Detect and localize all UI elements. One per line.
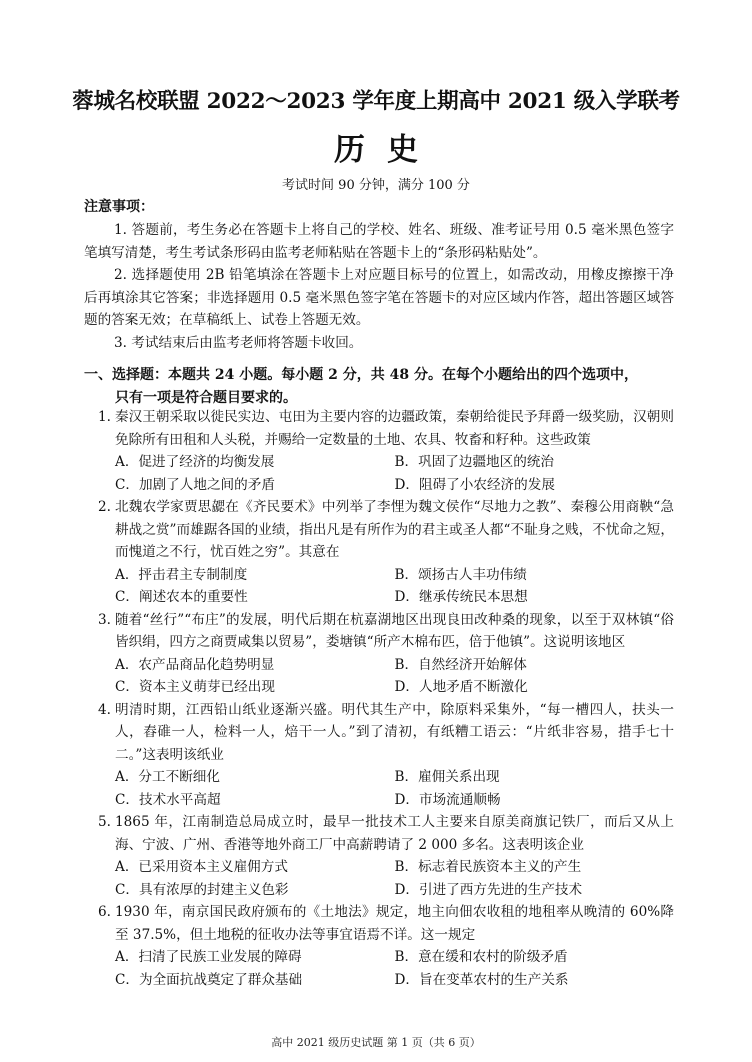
option-c: C．加剧了人地之间的矛盾: [115, 476, 275, 493]
exam-info: 考试时间 90 分钟，满分 100 分: [282, 178, 470, 193]
question-options: [84, 766, 674, 811]
option-c: C．为全面抗战奠定了群众基础: [115, 971, 303, 988]
option-a: A．扫清了民族工业发展的障碍: [115, 949, 302, 965]
question: [84, 406, 674, 496]
question-text: 北魏农学家贾思勰在《齐民要术》中列举了李悝为魏文侯作“尽地力之教”、秦穆公用商鞅“急耕战之赏”而雄踞各国的业绩，指出凡是有所作为的君主或圣人都“不耻身之贱，不忧命之短，而愧道之不行，忧百姓之穷”。其意在: [115, 499, 674, 560]
section-heading: [84, 364, 674, 409]
question-stem: [84, 811, 674, 856]
question-stem: [84, 901, 674, 946]
option-a: A．已采用资本主义雇佣方式: [115, 859, 288, 875]
question: [84, 699, 674, 812]
option-d: D．继承传统民本思想: [394, 589, 528, 605]
question-number: 3.: [98, 611, 111, 628]
subject-title: 历史: [334, 132, 440, 168]
question-options: [84, 946, 674, 991]
option-c: C．技术水平高超: [115, 791, 221, 808]
question-text: 明清时期，江西铅山纸业逐渐兴盛。明代其生产中，除原料采集外，“每一槽四人，扶头一人，舂碓一人，检料一人，焙干一人。”到了清初，有纸糟工语云：“片纸非容易，措手七十二。”这表明该纸业: [115, 701, 674, 763]
notes-heading: 注意事项：: [84, 199, 154, 215]
option-d: D．市场流通顺畅: [394, 791, 501, 808]
question-text: 随着“丝行”“布庄”的发展，明代后期在杭嘉湖地区出现良田改种桑的现象，以至于双林镇“俗皆织绢，四方之商贾咸集以贸易”，娄塘镇“所产木棉布匹，倍于他镇”。这说明该地区: [115, 611, 674, 650]
question: [84, 901, 674, 991]
option-a: A．促进了经济的均衡发展: [115, 454, 275, 470]
question-stem: [84, 496, 674, 564]
section-heading-line: 只有一项是符合题目要求的。: [115, 389, 297, 406]
question: [84, 609, 674, 699]
option-b: B．标志着民族资本主义的产生: [394, 859, 582, 875]
question-number: 6.: [98, 904, 111, 920]
note-item: 3. 考试结束后由监考老师将答题卡收回。: [114, 334, 363, 351]
page-footer: 高中 2021 级历史试题 第 1 页（共 6 页）: [271, 1036, 481, 1049]
question-options: [84, 564, 674, 609]
question-options: [84, 654, 674, 699]
question-number: 2.: [98, 499, 111, 515]
option-d: D．阻碍了小农经济的发展: [394, 476, 555, 493]
option-b: B．巩固了边疆地区的统治: [394, 454, 555, 470]
question-stem: [84, 699, 674, 767]
question-list: [84, 406, 674, 991]
option-b: B．意在缓和农村的阶级矛盾: [394, 949, 568, 965]
notes-list: [84, 219, 674, 354]
question-stem: [84, 406, 674, 451]
option-b: B．颂扬古人丰功伟绩: [394, 566, 527, 583]
question-number: 4.: [98, 701, 111, 718]
question-options: [84, 451, 674, 496]
option-c: C．具有浓厚的封建主义色彩: [115, 881, 289, 898]
option-c: C．阐述农本的重要性: [115, 589, 248, 605]
exam-title: 蓉城名校联盟 2022～2023 学年度上期高中 2021 级入学联考: [72, 89, 680, 114]
question: [84, 811, 674, 901]
option-a: A．分工不断细化: [115, 769, 220, 785]
option-d: D．引进了西方先进的生产技术: [394, 881, 583, 898]
option-c: C．资本主义萌芽已经出现: [115, 679, 275, 695]
option-a: A．农产品商品化趋势明显: [115, 656, 275, 673]
question-number: 1.: [98, 409, 111, 425]
question-text: 1930 年，南京国民政府颁布的《土地法》规定，地主向佃农收租的地租率从晚清的 60%降至 37.5%，但土地税的征收办法等事宜语焉不详。这一规定: [115, 904, 674, 943]
question-number: 5.: [98, 814, 111, 830]
option-b: B．自然经济开始解体: [394, 656, 527, 673]
question-stem: [84, 609, 674, 654]
section-heading-line: 一、选择题：本题共 24 小题。每小题 2 分，共 48 分。在每个小题给出的四个选项中，: [84, 367, 638, 383]
question-text: 秦汉王朝采取以徙民实边、屯田为主要内容的边疆政策，秦朝给徙民予拜爵一级奖励，汉朝则免除所有田租和人头税，并赐给一定数量的土地、农具、牧畜和籽种。这些政策: [115, 409, 674, 448]
question-text: 1865 年，江南制造总局成立时，最早一批技术工人主要来自原美商旗记铁厂，而后又从上海、宁波、广州、香港等地外商工厂中高薪聘请了 2 000 多名。这表明该企业: [115, 814, 674, 853]
option-d: D．旨在变革农村的生产关系: [394, 971, 569, 988]
question-options: [84, 856, 674, 901]
option-a: A．抨击君主专制制度: [115, 566, 248, 583]
note-item: 2. 选择题使用 2B 铅笔填涂在答题卡上对应题目标号的位置上，如需改动，用橡皮擦擦干净后再填涂其它答案；非选择题用 0.5 毫米黑色签字笔在答题卡的对应区域内作答，超出答题区域答题的答案无效；在草稿纸上、试卷上答题无效。: [84, 267, 674, 328]
note-item: 1. 答题前，考生务必在答题卡上将自己的学校、姓名、班级、准考证号用 0.5 毫米黑色签字笔填写清楚，考生考试条形码由监考老师粘贴在答题卡上的“条形码粘贴处”。: [84, 222, 674, 261]
option-d: D．人地矛盾不断激化: [394, 679, 528, 695]
option-b: B．雇佣关系出现: [394, 769, 500, 785]
question: [84, 496, 674, 609]
